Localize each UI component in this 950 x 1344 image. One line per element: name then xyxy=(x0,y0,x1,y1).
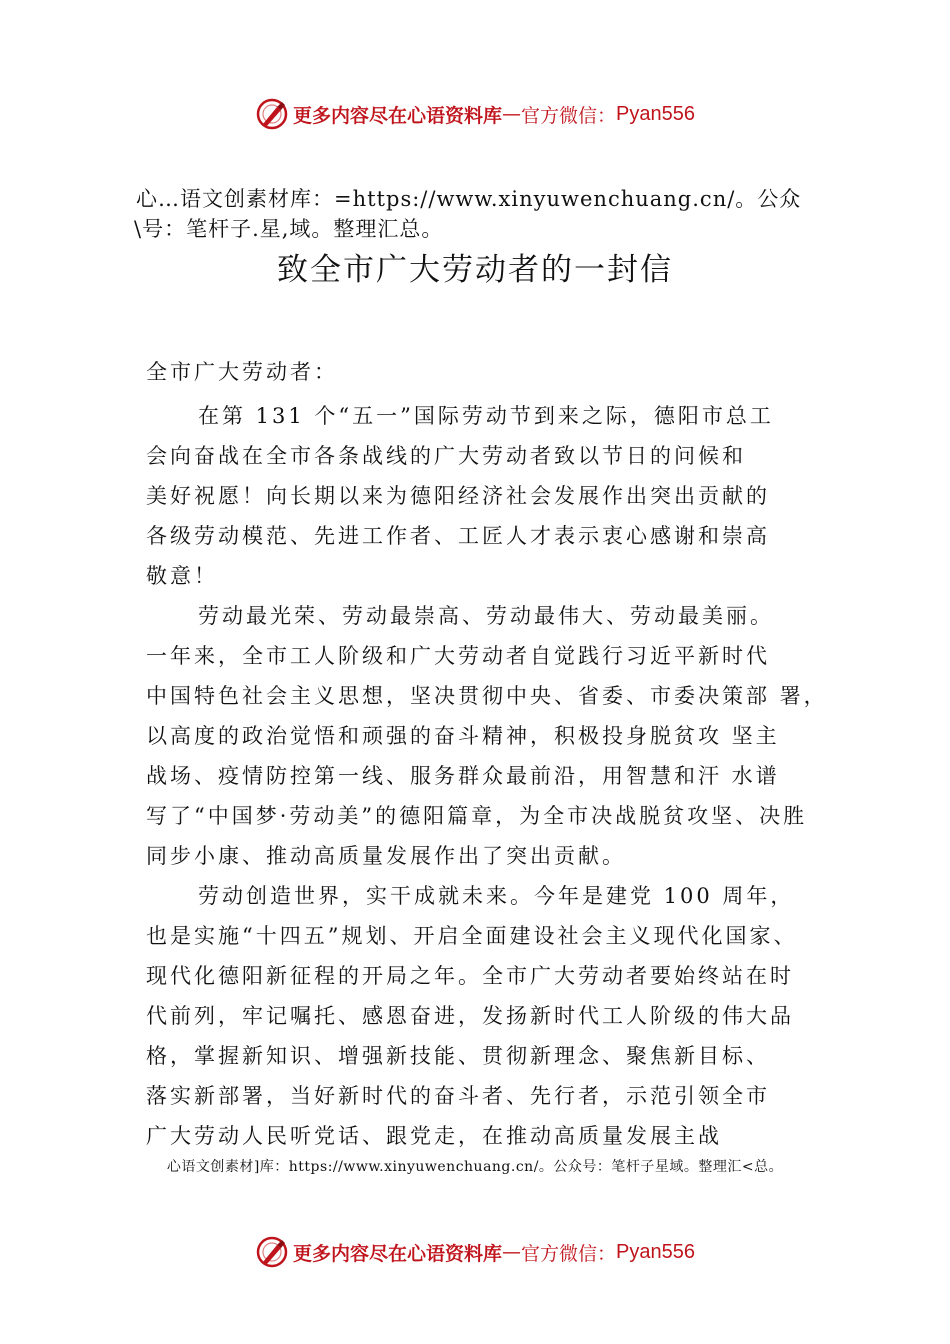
body-line: 代前列，牢记嘱托、感恩奋进，发扬新时代工人阶级的伟大品 xyxy=(146,1004,794,1028)
banner-contact-id: Pyan556 xyxy=(616,1240,695,1263)
banner-main-text: 更多内容尽在心语资料库 xyxy=(293,1242,503,1265)
pen-nib-logo-icon xyxy=(255,97,289,131)
body-line: 一年来，全市工人阶级和广大劳动者自觉践行习近平新时代 xyxy=(146,644,770,668)
body-line: 格，掌握新知识、增强新技能、贯彻新理念、聚焦新目标、 xyxy=(146,1044,770,1068)
body-line: 现代化德阳新征程的开局之年。全市广大劳动者要始终站在时 xyxy=(146,964,794,988)
watermark-bottom: 心语文创素材]库：https://www.xinyuwenchuang.cn/。公众号：笔杆子星域。整理汇<总。 xyxy=(166,1159,784,1175)
body-line: 敬意！ xyxy=(146,564,218,588)
watermark-top xyxy=(136,184,856,244)
pen-nib-logo-icon xyxy=(255,1235,289,1269)
letter-body xyxy=(146,396,846,1156)
salutation: 全市广大劳动者： xyxy=(146,360,338,384)
body-line: 在第 131 个“五一”国际劳动节到来之际，德阳市总工 xyxy=(198,404,774,428)
body-line: 广大劳动人民听党话、跟党走，在推动高质量发展主战 xyxy=(146,1124,722,1148)
body-line: 同步小康、推动高质量发展作出了突出贡献。 xyxy=(146,844,626,868)
banner-separator: — xyxy=(502,103,522,125)
watermark-top-line-1: 心…语文创素材库：=https://www.xinyuwenchuang.cn/。公众 xyxy=(136,187,802,211)
body-line: 会向奋战在全市各条战线的广大劳动者致以节日的问候和 xyxy=(146,444,746,468)
body-line: 以高度的政治觉悟和顽强的奋斗精神，积极投身脱贫攻 坚主 xyxy=(146,724,780,748)
body-line: 中国特色社会主义思想，坚决贯彻中央、省委、市委决策部 署， xyxy=(146,684,828,708)
body-line: 也是实施“十四五”规划、开启全面建设社会主义现代化国家、 xyxy=(146,924,798,948)
body-line: 战场、疫情防控第一线、服务群众最前沿，用智慧和汗 水谱 xyxy=(146,764,780,788)
header-banner xyxy=(0,94,950,134)
banner-main-text: 更多内容尽在心语资料库 xyxy=(293,104,503,127)
body-line: 劳动最光荣、劳动最崇高、劳动最伟大、劳动最美丽。 xyxy=(198,604,774,628)
banner-contact-label: 官方微信： xyxy=(521,1242,617,1265)
watermark-top-line-2: \号：笔杆子.星,域。整理汇总。 xyxy=(134,217,444,241)
body-line: 各级劳动模范、先进工作者、工匠人才表示衷心感谢和崇高 xyxy=(146,524,770,548)
body-line: 美好祝愿！向长期以来为德阳经济社会发展作出突出贡献的 xyxy=(146,484,770,508)
banner-separator: — xyxy=(502,1241,522,1263)
body-line: 落实新部署，当好新时代的奋斗者、先行者，示范引领全市 xyxy=(146,1084,770,1108)
banner-contact-id: Pyan556 xyxy=(616,102,695,125)
body-line: 写了“中国梦·劳动美”的德阳篇章，为全市决战脱贫攻坚、决胜 xyxy=(146,804,808,828)
document-title: 致全市广大劳动者的一封信 xyxy=(277,252,673,288)
banner-contact-label: 官方微信： xyxy=(521,104,617,127)
footer-banner xyxy=(0,1232,950,1272)
body-line: 劳动创造世界，实干成就未来。今年是建党 100 周年， xyxy=(198,884,795,908)
